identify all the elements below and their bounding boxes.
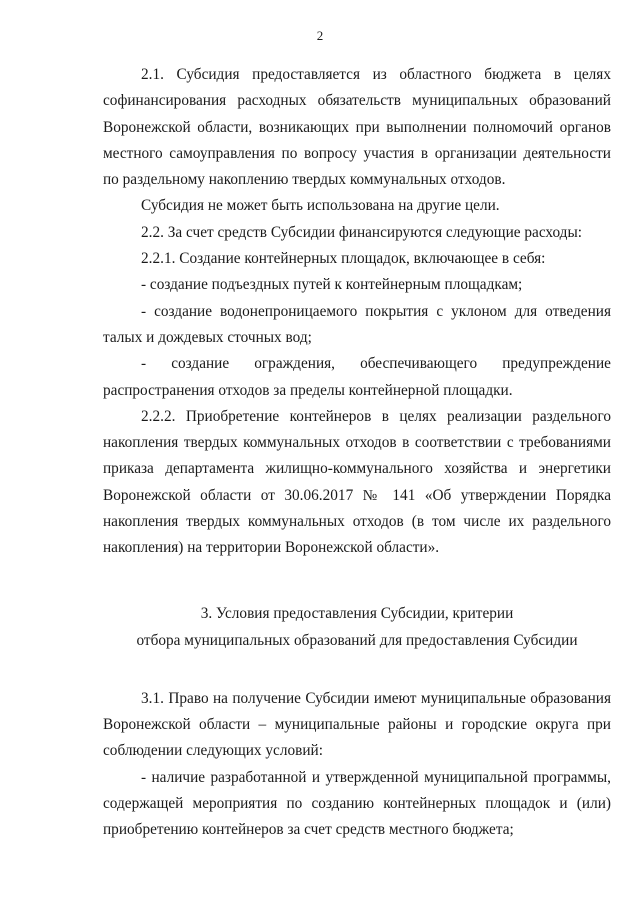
list-item-fence-continuation: распространения отходов за пределы контейнерной площадки. <box>103 381 513 399</box>
spacer <box>103 562 611 600</box>
paragraph-2-2-1: 2.2.1. Создание контейнерных площадок, включающее в себя: <box>141 250 546 268</box>
paragraph-3-1: 3.1. Право на получение Субсидии имеют муниципальные образования Воронежской области – муниципальные районы и городские округа при соблюдении следующих условий: <box>103 689 611 760</box>
spacer <box>103 654 611 686</box>
section-heading-line-1: 3. Условия предоставления Субсидии, критерии <box>200 604 514 622</box>
list-item-waterproof-coating: - создание водонепроницаемого покрытия с уклоном для отведения талых и дождевых сточных вод; <box>103 302 611 346</box>
paragraph-2-2-2: 2.2.2. Приобретение контейнеров в целях реализации раздельного накопления твердых коммунальных отходов в соответствии с требованиями приказа департамента жилищно-коммунального хозяйства и энергетики Воронежской области от 30.06.2017 № 141 «Об утверждении Порядка накопления твердых коммунальных отходов (в том числе их раздельного накопления) на территории Воронежской области». <box>103 407 611 557</box>
list-item-access-roads: - создание подъездных путей к контейнерным площадкам; <box>141 276 523 294</box>
fence-word: ограждения, <box>254 355 335 373</box>
list-item-fence <box>103 351 611 377</box>
paragraph-subsidy-restriction: Субсидия не может быть использована на другие цели. <box>141 197 500 215</box>
fence-word: создание <box>171 355 230 373</box>
paragraph-2-2: 2.2. За счет средств Субсидии финансируются следующие расходы: <box>141 223 582 241</box>
section-heading <box>103 600 611 654</box>
fence-word: обеспечивающего <box>360 355 478 373</box>
section-heading-line-2: отбора муниципальных образований для предоставления Субсидии <box>136 631 578 649</box>
paragraph-2-1: 2.1. Субсидия предоставляется из областного бюджета в целях софинансирования расходных обязательств муниципальных образований Воронежской области, возникающих при выполнении полномочий органов местного самоуправления по вопросу участия в организации деятельности по раздельному накоплению твердых коммунальных отходов. <box>103 66 611 189</box>
fence-word: - <box>141 355 147 373</box>
document-body <box>103 62 611 843</box>
fence-word: предупреждение <box>502 355 611 373</box>
page-number: 2 <box>316 28 324 43</box>
list-item-municipal-program: - наличие разработанной и утвержденной муниципальной программы, содержащей мероприятия по созданию контейнерных площадок и (или) приобретению контейнеров за счет средств местного бюджета; <box>103 768 611 839</box>
